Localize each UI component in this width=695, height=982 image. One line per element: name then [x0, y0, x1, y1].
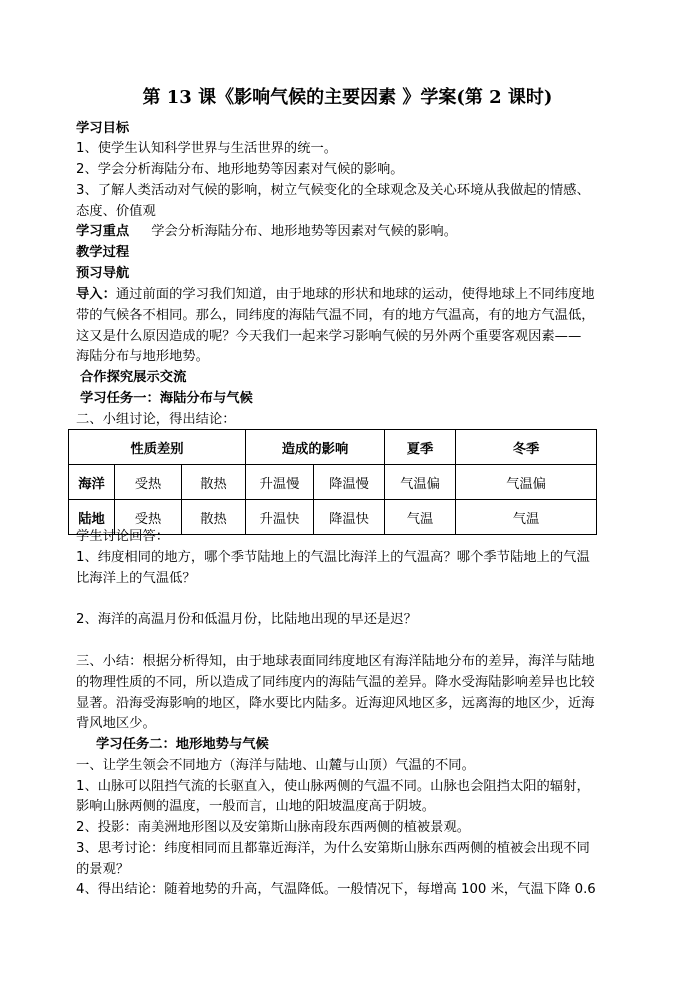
objectives-heading: 学习目标 — [76, 121, 130, 136]
task2-line: 3、思考讨论：纬度相同而且都靠近海洋，为什么安第斯山脉东西两侧的植被会出现不同 — [76, 841, 590, 856]
answer-label: 学生讨论回答： — [76, 529, 170, 544]
table-cell: 海洋 — [69, 465, 115, 500]
table-cell: 散热 — [182, 465, 246, 500]
intro-line — [76, 285, 595, 305]
task2-line: 2、投影：南美洲地形图以及安第斯山脉南段东西两侧的植被景观。 — [76, 820, 471, 835]
key-point-text: 学会分析海陆分布、地形地势等因素对气候的影响。 — [151, 224, 458, 239]
preview-heading: 预习导航 — [76, 266, 130, 281]
table-cell: 受热 — [115, 465, 182, 500]
question-line: 1、纬度相同的地方，哪个季节陆地上的气温比海洋上的气温高？哪个季节陆地上的气温 — [76, 550, 590, 565]
summary-line: 的物理性质的不同，所以造成了同纬度内的海陆气温的差异。降水受海陆影响差异也比较 — [76, 675, 595, 690]
table-cell: 升温快 — [246, 500, 314, 535]
key-point-label: 学习重点 — [76, 224, 130, 239]
task2-line: 1、山脉可以阻挡气流的长驱直入，使山脉两侧的气温不同。山脉也会阻挡太阳的辐射， — [76, 779, 590, 794]
intro-label: 导入： — [76, 287, 116, 302]
objective-item: 2、学会分析海陆分布、地形地势等因素对气候的影响。 — [76, 162, 404, 177]
table-cell: 散热 — [182, 500, 246, 535]
discussion-label: 二、小组讨论，得出结论： — [76, 412, 236, 427]
process-heading: 教学过程 — [76, 245, 130, 260]
table-cell: 气温偏 — [385, 465, 456, 500]
objective-item: 态度、价值观 — [76, 204, 156, 219]
table-cell: 降温快 — [314, 500, 385, 535]
table-cell: 陆地 — [69, 500, 115, 535]
table-cell: 升温慢 — [246, 465, 314, 500]
task2-heading: 学习任务二：地形地势与气候 — [96, 737, 269, 752]
table-header-cell: 造成的影响 — [246, 430, 385, 465]
document-title: 第 13 课《影响气候的主要因素 》学案(第 2 课时) — [142, 87, 553, 108]
table-header-cell: 夏季 — [385, 430, 456, 465]
summary-line: 背风地区少。 — [76, 716, 156, 731]
table-cell: 气温 — [385, 500, 456, 535]
task2-line: 影响山脉两侧的温度，一般而言，山地的阳坡温度高于阴坡。 — [76, 799, 436, 814]
task2-line: 4、得出结论：随着地势的升高，气温降低。一般情况下，每增高 100 米，气温下降 0.6 — [76, 882, 596, 897]
key-point-line — [76, 222, 457, 242]
question-line: 比海洋上的气温低？ — [76, 571, 196, 586]
summary-line: 三、小结：根据分析得知，由于地球表面同纬度地区有海洋陆地分布的差异，海洋与陆地 — [76, 654, 595, 669]
task1-heading: 学习任务一：海陆分布与气候 — [80, 391, 253, 406]
intro-text: 通过前面的学习我们知道，由于地球的形状和地球的运动，使得地球上不同纬度地 — [115, 287, 595, 302]
table-cell: 气温 — [456, 500, 597, 535]
table-cell: 气温偏 — [456, 465, 597, 500]
task2-line: 的景观？ — [76, 862, 130, 877]
intro-line: 这又是什么原因造成的呢？今天我们一起来学习影响气候的另外两个重要客观因素—— — [76, 329, 582, 344]
cooperation-heading: 合作探究展示交流 — [80, 370, 187, 385]
table-cell: 受热 — [115, 500, 182, 535]
objective-item: 3、了解人类活动对气候的影响，树立气候变化的全球观念及关心环境从我做起的情感、 — [76, 183, 590, 198]
land-sea-table — [68, 429, 597, 535]
table-cell: 降温慢 — [314, 465, 385, 500]
intro-line: 带的气候各不相同。那么，同纬度的海陆气温不同，有的地方气温高，有的地方气温低， — [76, 308, 595, 323]
table-header-row — [69, 430, 597, 465]
table-row — [69, 465, 597, 500]
table-header-cell: 性质差别 — [69, 430, 246, 465]
table-header-cell: 冬季 — [456, 430, 597, 465]
question-line: 2、海洋的高温月份和低温月份，比陆地出现的早还是迟？ — [76, 612, 417, 627]
summary-line: 显著。沿海受海影响的地区，降水要比内陆多。近海迎风地区多，远离海的地区少，近海 — [76, 696, 595, 711]
task2-intro: 一、让学生领会不同地方（海洋与陆地、山麓与山顶）气温的不同。 — [76, 758, 475, 773]
objective-item: 1、使学生认知科学世界与生活世界的统一。 — [76, 141, 338, 156]
intro-line: 海陆分布与地形地势。 — [76, 349, 209, 364]
